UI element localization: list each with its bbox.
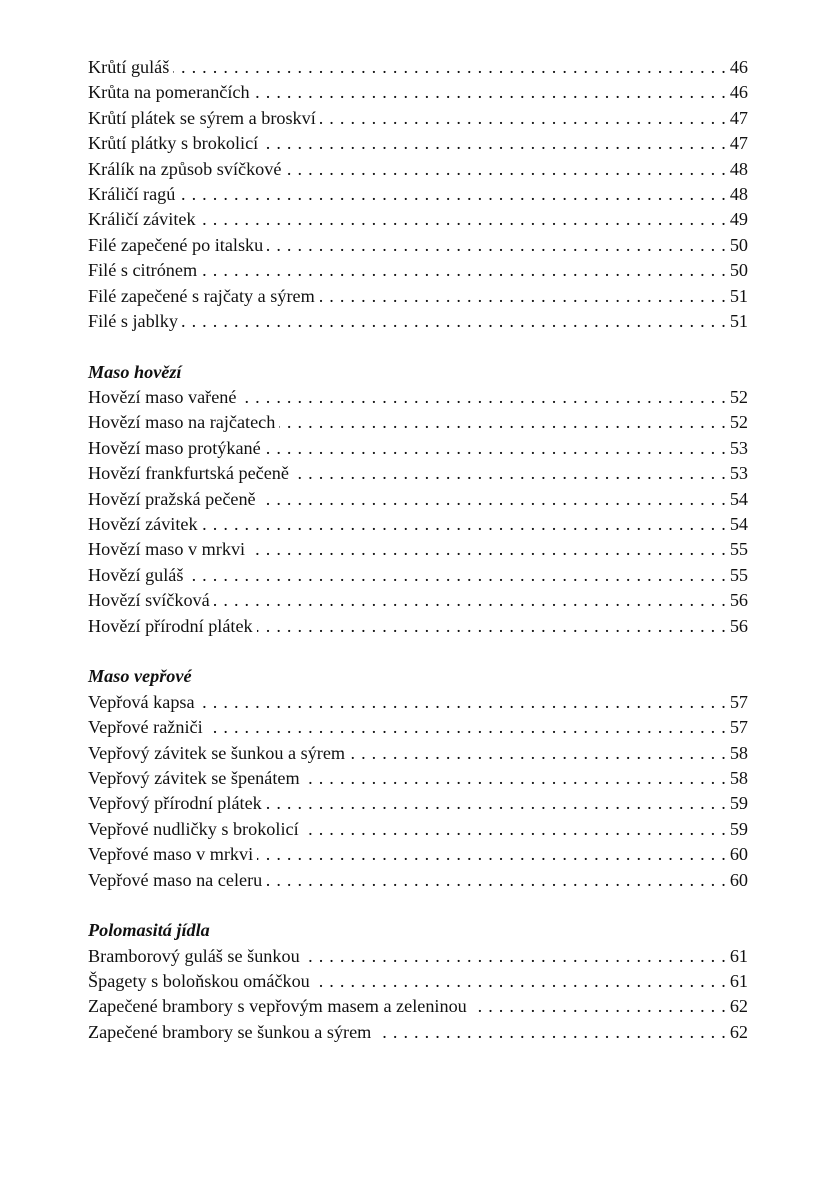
dot-leader bbox=[187, 563, 725, 588]
dot-leader bbox=[304, 944, 726, 969]
entry-title: Králičí závitek bbox=[88, 209, 196, 230]
entry-page-number: 62 bbox=[729, 996, 748, 1017]
entry-page-number: 55 bbox=[729, 539, 748, 560]
entry-title: Filé zapečené s rajčaty a sýrem bbox=[88, 285, 315, 306]
entry-page-number: 46 bbox=[729, 82, 748, 103]
toc-entry bbox=[88, 690, 748, 715]
entry-page-number: 57 bbox=[729, 691, 748, 712]
entry-page-number: 52 bbox=[729, 387, 748, 408]
entry-page-number: 51 bbox=[729, 285, 748, 306]
entry-title: Zapečené brambory s vepřovým masem a zeleninou bbox=[88, 996, 467, 1017]
entry-title: Vepřový závitek se špenátem bbox=[88, 767, 300, 788]
entry-page-number: 47 bbox=[729, 133, 748, 154]
dot-leader bbox=[257, 842, 726, 867]
dot-leader bbox=[314, 969, 726, 994]
toc-entry bbox=[88, 969, 748, 994]
dot-leader bbox=[249, 537, 726, 562]
toc-entry bbox=[88, 766, 748, 791]
entry-page-number: 51 bbox=[729, 310, 748, 331]
toc-entry bbox=[88, 614, 748, 639]
dot-leader bbox=[265, 436, 726, 461]
dot-leader bbox=[179, 182, 725, 207]
toc-entry bbox=[88, 715, 748, 740]
toc-entry bbox=[88, 994, 748, 1019]
section-heading: Polomasitá jídla bbox=[88, 920, 210, 941]
entry-title: Krůtí plátky s brokolicí bbox=[88, 133, 259, 154]
entry-page-number: 60 bbox=[729, 869, 748, 890]
toc-entry bbox=[88, 233, 748, 258]
entry-page-number: 50 bbox=[729, 260, 748, 281]
entry-title: Krůtí guláš bbox=[88, 57, 170, 77]
entry-page-number: 54 bbox=[729, 514, 748, 535]
dot-leader bbox=[279, 410, 725, 435]
dot-leader bbox=[260, 487, 726, 512]
dot-leader bbox=[471, 994, 726, 1019]
entry-title: Hovězí svíčková bbox=[88, 590, 210, 611]
entry-page-number: 47 bbox=[729, 107, 748, 128]
entry-title: Hovězí závitek bbox=[88, 514, 198, 535]
dot-leader bbox=[214, 588, 726, 613]
entry-page-number: 53 bbox=[729, 463, 748, 484]
toc-entry bbox=[88, 512, 748, 537]
section-spacer bbox=[88, 893, 748, 918]
section-heading: Maso vepřové bbox=[88, 666, 192, 687]
entry-title: Filé s jablky bbox=[88, 310, 178, 331]
entry-page-number: 52 bbox=[729, 412, 748, 433]
entry-title: Vepřový závitek se šunkou a sýrem bbox=[88, 742, 346, 763]
dot-leader bbox=[293, 461, 726, 486]
entry-page-number: 50 bbox=[729, 234, 748, 255]
entry-title: Hovězí maso protýkané bbox=[88, 437, 261, 458]
dot-leader bbox=[254, 80, 726, 105]
toc-entry bbox=[88, 588, 748, 613]
entry-title: Špagety s boloňskou omáčkou bbox=[88, 971, 310, 992]
entry-title: Vepřová kapsa bbox=[88, 691, 195, 712]
entry-title: Vepřové maso v mrkvi bbox=[88, 844, 254, 865]
dot-leader bbox=[202, 512, 726, 537]
entry-page-number: 53 bbox=[729, 437, 748, 458]
toc-entry bbox=[88, 563, 748, 588]
entry-title: Vepřový přírodní plátek bbox=[88, 793, 262, 814]
entry-title: Králičí ragú bbox=[88, 183, 176, 204]
dot-leader bbox=[201, 258, 726, 283]
dot-leader bbox=[200, 207, 726, 232]
entry-page-number: 54 bbox=[729, 488, 748, 509]
toc-entry bbox=[88, 461, 748, 486]
toc-entry bbox=[88, 842, 748, 867]
toc-entry bbox=[88, 207, 748, 232]
dot-leader bbox=[303, 817, 726, 842]
toc-entry bbox=[88, 487, 748, 512]
toc-entry bbox=[88, 55, 748, 80]
entry-title: Vepřové maso na celeru bbox=[88, 869, 263, 890]
dot-leader bbox=[240, 385, 725, 410]
entry-title: Vepřové nudličky s brokolicí bbox=[88, 818, 299, 839]
dot-leader bbox=[267, 233, 726, 258]
toc-entry bbox=[88, 258, 748, 283]
dot-leader bbox=[349, 741, 726, 766]
entry-title: Hovězí maso na rajčatech bbox=[88, 412, 276, 433]
entry-title: Vepřové ražniči bbox=[88, 717, 203, 738]
dot-leader bbox=[266, 868, 726, 893]
toc-entry bbox=[88, 131, 748, 156]
toc-entry bbox=[88, 385, 748, 410]
entry-title: Hovězí pražská pečeně bbox=[88, 488, 256, 509]
entry-page-number: 57 bbox=[729, 717, 748, 738]
dot-leader bbox=[173, 55, 725, 80]
entry-title: Zapečené brambory se šunkou a sýrem bbox=[88, 1021, 372, 1042]
entry-page-number: 56 bbox=[729, 590, 748, 611]
toc-entry bbox=[88, 537, 748, 562]
entry-page-number: 55 bbox=[729, 564, 748, 585]
entry-page-number: 56 bbox=[729, 615, 748, 636]
dot-leader bbox=[182, 309, 726, 334]
entry-page-number: 49 bbox=[729, 209, 748, 230]
entry-title: Králík na způsob svíčkové bbox=[88, 158, 282, 179]
entry-page-number: 62 bbox=[729, 1021, 748, 1042]
toc-entry bbox=[88, 817, 748, 842]
dot-leader bbox=[375, 1020, 725, 1045]
section-spacer bbox=[88, 639, 748, 664]
entry-title: Hovězí přírodní plátek bbox=[88, 615, 253, 636]
toc-entry bbox=[88, 944, 748, 969]
toc-entry bbox=[88, 80, 748, 105]
entry-title: Hovězí maso vařené bbox=[88, 387, 237, 408]
entry-page-number: 59 bbox=[729, 793, 748, 814]
entry-page-number: 61 bbox=[729, 945, 748, 966]
entry-title: Filé s citrónem bbox=[88, 260, 198, 281]
dot-leader bbox=[266, 791, 726, 816]
toc-entry bbox=[88, 106, 748, 131]
toc-entry bbox=[88, 182, 748, 207]
toc-entry bbox=[88, 791, 748, 816]
entry-title: Filé zapečené po italsku bbox=[88, 234, 264, 255]
entry-title: Hovězí maso v mrkvi bbox=[88, 539, 246, 560]
entry-page-number: 61 bbox=[729, 971, 748, 992]
toc-entry bbox=[88, 741, 748, 766]
dot-leader bbox=[257, 614, 726, 639]
toc-entry bbox=[88, 868, 748, 893]
toc-entry bbox=[88, 309, 748, 334]
entry-page-number: 48 bbox=[729, 158, 748, 179]
entry-page-number: 59 bbox=[729, 818, 748, 839]
dot-leader bbox=[207, 715, 726, 740]
dot-leader bbox=[262, 131, 726, 156]
toc-entry bbox=[88, 436, 748, 461]
entry-page-number: 58 bbox=[729, 742, 748, 763]
dot-leader bbox=[319, 284, 726, 309]
toc-entry bbox=[88, 157, 748, 182]
entry-title: Hovězí frankfurtská pečeně bbox=[88, 463, 289, 484]
section-heading: Maso hovězí bbox=[88, 361, 182, 382]
entry-title: Bramborový guláš se šunkou bbox=[88, 945, 300, 966]
entry-title: Hovězí guláš bbox=[88, 564, 184, 585]
table-of-contents bbox=[88, 55, 748, 1045]
toc-entry bbox=[88, 410, 748, 435]
dot-leader bbox=[199, 690, 726, 715]
entry-page-number: 60 bbox=[729, 844, 748, 865]
entry-page-number: 48 bbox=[729, 183, 748, 204]
entry-page-number: 58 bbox=[729, 767, 748, 788]
entry-page-number: 46 bbox=[729, 57, 748, 77]
toc-entry bbox=[88, 284, 748, 309]
dot-leader bbox=[320, 106, 726, 131]
entry-title: Krůtí plátek se sýrem a broskví bbox=[88, 107, 316, 128]
dot-leader bbox=[304, 766, 726, 791]
toc-entry bbox=[88, 1020, 748, 1045]
dot-leader bbox=[285, 157, 725, 182]
section-spacer bbox=[88, 334, 748, 359]
entry-title: Krůta na pomerančích bbox=[88, 82, 250, 103]
